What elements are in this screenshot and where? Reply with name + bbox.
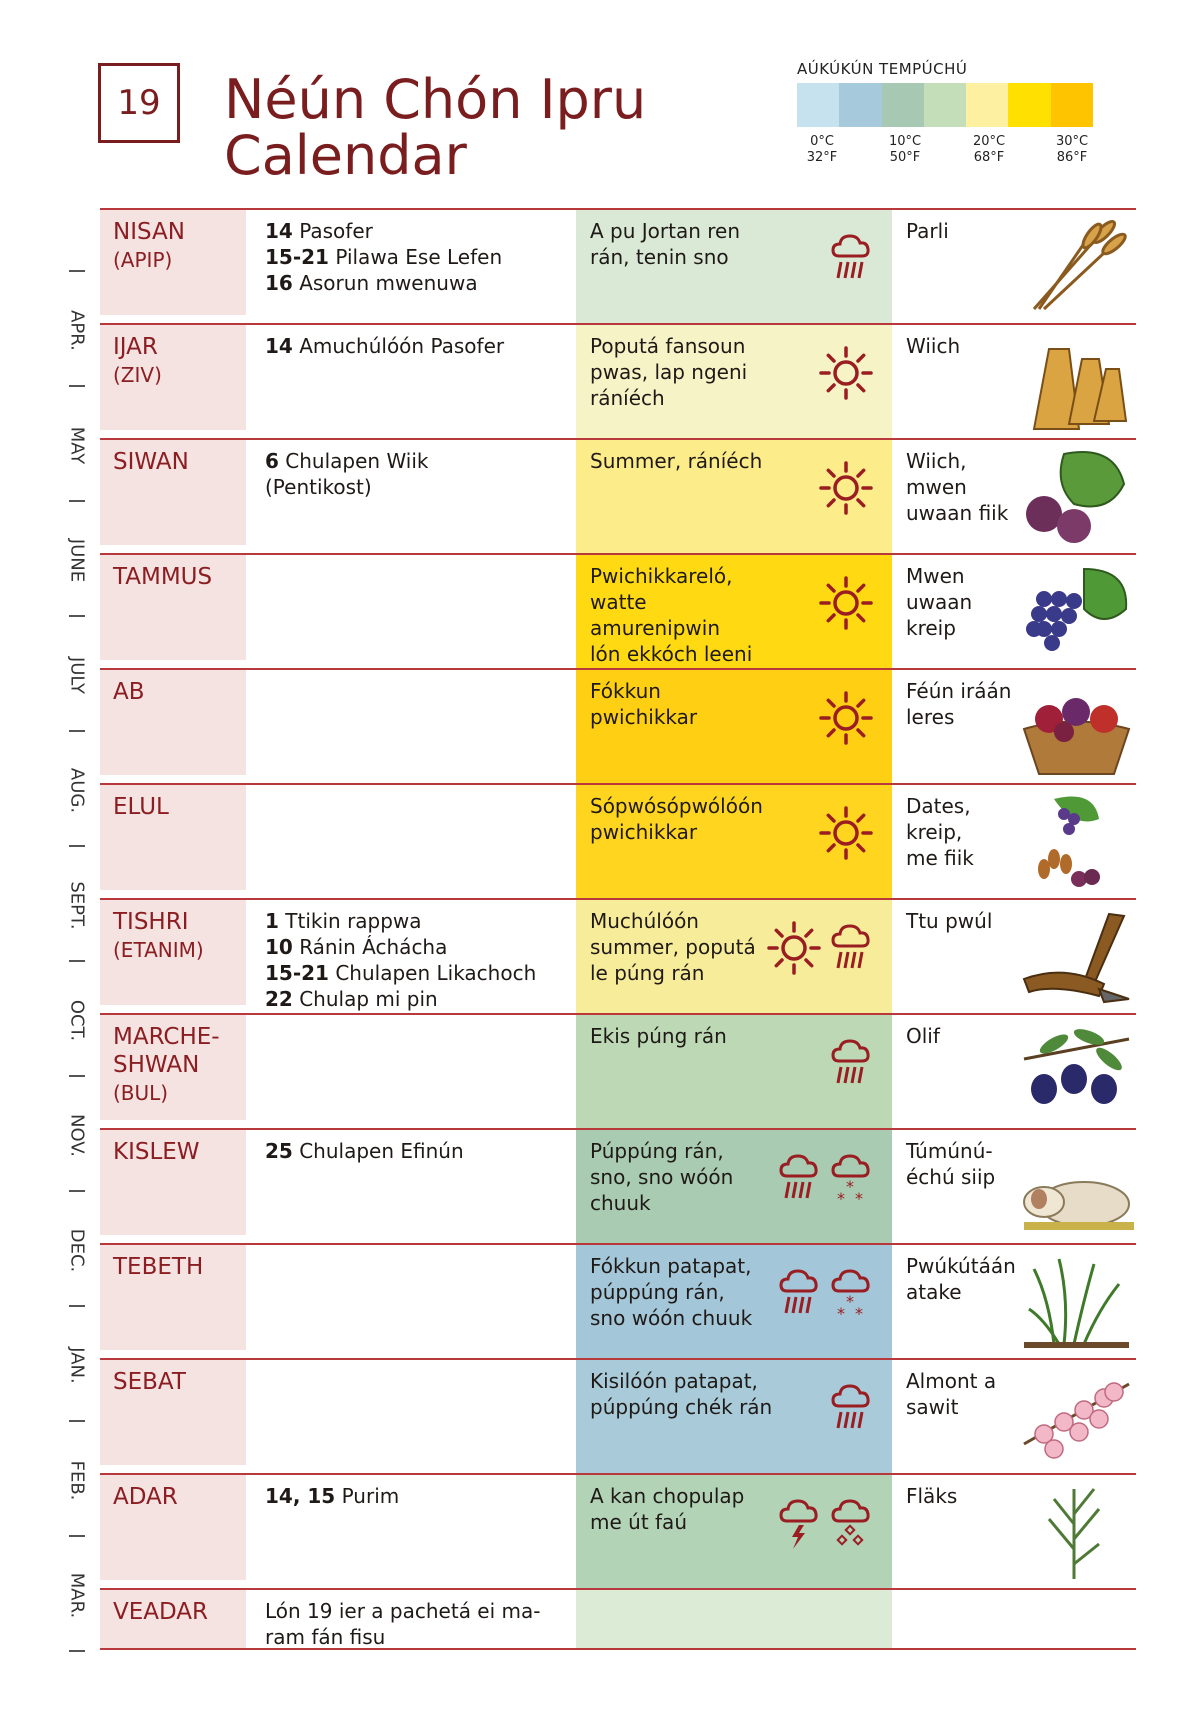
festival-date: 14, 15: [265, 1484, 336, 1508]
weather-cell: [576, 1590, 892, 1648]
weather-line: Poputá fansoun: [590, 334, 746, 358]
crop-description: [906, 563, 1026, 641]
weather-icons: [828, 230, 874, 290]
side-separator: [69, 845, 85, 847]
side-separator: [69, 1535, 85, 1537]
crop-description: [906, 1483, 1026, 1509]
crop-line: Parli: [906, 219, 949, 243]
festival-list: [265, 1483, 565, 1509]
weather-icons: [828, 1380, 874, 1440]
side-separator: [69, 1190, 85, 1192]
crop-line: Dates,: [906, 794, 971, 818]
side-separator: [69, 1305, 85, 1307]
hebrew-month-name: AB: [113, 679, 145, 705]
crop-description: [906, 908, 1026, 934]
crop-line: kreip,: [906, 820, 963, 844]
tick-fahrenheit: 86°F: [1056, 150, 1088, 165]
grass-illustration: [1014, 1249, 1134, 1353]
crop-description: [906, 1023, 1026, 1049]
month-cell: [100, 325, 246, 430]
hebrew-month-name: TEBETH: [113, 1254, 204, 1280]
hebrew-month-name: TAMMUS: [113, 564, 213, 590]
weather-icons: [776, 1495, 874, 1555]
weather-icons: [776, 1265, 874, 1325]
weather-icons: [776, 1150, 874, 1210]
weather-line: summer, poputá: [590, 935, 756, 959]
weather-line: chuuk: [590, 1191, 651, 1215]
weather-description: [590, 1138, 780, 1216]
plow-illustration: [1014, 904, 1134, 1008]
month-alt-name: (ETANIM): [113, 938, 204, 962]
weather-line: rán, tenin sno: [590, 245, 729, 269]
rain-cloud-icon: [828, 1035, 874, 1095]
weather-line: sno, sno wóón: [590, 1165, 734, 1189]
month-row-siwan: [100, 438, 1136, 553]
rain-cloud-icon: [828, 920, 874, 980]
hebrew-month-name: TISHRI: [113, 909, 189, 935]
weather-cell: [576, 440, 892, 553]
legend-tick: [792, 134, 852, 166]
crop-line: Almont a: [906, 1369, 997, 1393]
festival-entry: [265, 333, 565, 359]
weather-line: ráníéch: [590, 386, 665, 410]
weather-cell: [576, 1245, 892, 1358]
festival-date: 10: [265, 935, 293, 959]
weather-description: [590, 908, 780, 986]
month-cell: [100, 670, 246, 775]
festival-name: Ránin Áchácha: [292, 935, 448, 959]
weather-cell: [576, 1015, 892, 1128]
month-row-tammus: [100, 553, 1136, 668]
month-row-veadar: [100, 1588, 1136, 1650]
month-alt-name: (BUL): [113, 1081, 169, 1105]
weather-line: Ekis púng rán: [590, 1024, 727, 1048]
month-row-sebat: [100, 1358, 1136, 1473]
festival-name: Lón 19 ier a pachetá ei ma-: [265, 1599, 541, 1623]
sun-icon: [818, 345, 874, 405]
crop-line: échú siip: [906, 1165, 996, 1189]
crop-description: [906, 448, 1026, 526]
hebrew-month-name-continued: SHWAN: [113, 1052, 200, 1078]
crop-description: [906, 793, 1026, 871]
side-separator: [69, 615, 85, 617]
sun-icon: [818, 690, 874, 750]
crop-line: atake: [906, 1280, 962, 1304]
legend-tick: [959, 134, 1019, 166]
crop-line: Wiich: [906, 334, 961, 358]
side-month-label: FEB.: [66, 1460, 88, 1501]
crop-description: [906, 333, 1026, 359]
month-row-ab: [100, 668, 1136, 783]
festival-entry: [265, 270, 565, 296]
temperature-legend-title: AÚKÚKÚN TEMPÚCHÚ: [797, 60, 968, 78]
crop-description: [906, 218, 1026, 244]
festival-name: Purim: [335, 1484, 400, 1508]
crop-line: Túmúnú-: [906, 1139, 993, 1163]
festival-date: 14: [265, 334, 293, 358]
month-row-elul: [100, 783, 1136, 898]
weather-cell: [576, 325, 892, 438]
sun-icon: [766, 920, 822, 980]
page-title: [224, 68, 647, 187]
rain-cloud-icon: [776, 1265, 822, 1325]
weather-line: sno wóón chuuk: [590, 1306, 753, 1330]
weather-line: me út faú: [590, 1510, 687, 1534]
side-month-label: JUNE: [66, 538, 88, 583]
svg-text:*: *: [846, 1292, 854, 1311]
side-month-label: MAY: [66, 426, 88, 465]
side-month-label: JULY: [66, 656, 88, 695]
festival-list: [265, 1598, 565, 1650]
festival-entry: [265, 1138, 565, 1164]
month-row-tebeth: [100, 1243, 1136, 1358]
weather-line: Summer, ráníéch: [590, 449, 763, 473]
weather-description: [590, 448, 780, 474]
festival-date: 15-21: [265, 245, 329, 269]
crop-line: kreip: [906, 616, 956, 640]
weather-line: le púng rán: [590, 961, 705, 985]
gregorian-month-sidebar: [62, 240, 92, 1660]
festival-name: Chulapen Likachoch: [328, 961, 537, 985]
festival-list: [265, 448, 565, 500]
weather-cell: [576, 1130, 892, 1243]
crop-line: Wiich, mwen: [906, 449, 967, 499]
festival-name: Chulapen Wiik: [278, 449, 429, 473]
weather-description: [590, 1368, 780, 1420]
calendar-table: [100, 208, 1136, 1650]
festival-name: (Pentikost): [265, 475, 372, 499]
legend-tick: [1042, 134, 1102, 166]
festival-date: 15-21: [265, 961, 329, 985]
weather-description: [590, 218, 780, 270]
weather-cell: [576, 670, 892, 783]
festival-date: 16: [265, 271, 293, 295]
title-line-1: Néún Chón Ipru: [224, 68, 647, 131]
fig-illustration: [1014, 444, 1134, 548]
festival-name: Pilawa Ese Lefen: [328, 245, 503, 269]
weather-description: [590, 333, 780, 411]
month-row-nisan: [100, 208, 1136, 323]
festival-entry: [265, 1598, 565, 1624]
legend-tick: [875, 134, 935, 166]
weather-description: [590, 563, 780, 667]
legend-swatch-1: [839, 83, 881, 127]
side-separator: [69, 385, 85, 387]
legend-swatch-0: [797, 83, 839, 127]
tick-fahrenheit: 50°F: [889, 150, 921, 165]
festival-list: [265, 1138, 565, 1164]
crop-line: uwaan fiik: [906, 501, 1009, 525]
weather-description: [590, 678, 780, 730]
tick-celsius: 20°C: [972, 134, 1006, 149]
crop-description: [906, 1368, 1026, 1420]
weather-line: A kan chopulap: [590, 1484, 745, 1508]
crop-line: Mwen uwaan: [906, 564, 973, 614]
almond-illustration: [1014, 1364, 1134, 1468]
festival-entry: [265, 908, 565, 934]
weather-cell: [576, 210, 892, 323]
side-month-label: NOV.: [66, 1113, 88, 1158]
crop-description: [906, 678, 1026, 730]
weather-line: Muchúlóón: [590, 909, 699, 933]
festival-name: Pasofer: [292, 219, 373, 243]
hail-cloud-icon: [828, 1495, 874, 1555]
weather-cell: [576, 900, 892, 1013]
festival-date: 6: [265, 449, 279, 473]
side-separator: [69, 1075, 85, 1077]
crop-line: Pwúkútáán: [906, 1254, 1016, 1278]
side-month-label: MAR.: [66, 1572, 88, 1619]
month-cell: [100, 1245, 246, 1350]
crop-line: Ttu pwúl: [906, 909, 993, 933]
month-row-adar: [100, 1473, 1136, 1588]
month-cell: [100, 1590, 246, 1648]
tick-celsius: 10°C: [888, 134, 922, 149]
festival-date: 22: [265, 987, 293, 1011]
festival-entry: [265, 1483, 565, 1509]
sheaves-illustration: [1014, 329, 1134, 433]
hebrew-month-name: ELUL: [113, 794, 169, 820]
tick-celsius: 30°C: [1055, 134, 1089, 149]
weather-line: Kisilóón patapat,: [590, 1369, 758, 1393]
side-month-label: OCT.: [66, 999, 88, 1042]
weather-icons: [818, 345, 874, 405]
svg-text:*: *: [837, 1304, 845, 1321]
festival-entry: [265, 218, 565, 244]
month-alt-name: (APIP): [113, 248, 173, 272]
weather-icons: [818, 690, 874, 750]
sun-icon: [818, 805, 874, 865]
hebrew-month-name: VEADAR: [113, 1599, 209, 1625]
festival-entry: [265, 244, 565, 270]
festival-name: Chulap mi pin: [292, 987, 438, 1011]
side-month-label: APR.: [66, 310, 88, 351]
festival-list: [265, 333, 565, 359]
weather-description: [590, 1023, 780, 1049]
hebrew-month-name: NISAN: [113, 219, 185, 245]
tick-fahrenheit: 68°F: [973, 150, 1005, 165]
temperature-color-scale: [797, 83, 1093, 127]
crop-line: sawit: [906, 1395, 959, 1419]
weather-icons: [828, 1035, 874, 1095]
festival-list: [265, 218, 565, 296]
festival-entry: [265, 474, 565, 500]
side-separator: [69, 960, 85, 962]
svg-text:*: *: [855, 1189, 863, 1206]
flax-illustration: [1014, 1479, 1134, 1583]
weather-line: Fókkun patapat,: [590, 1254, 752, 1278]
crop-line: Féún iráán: [906, 679, 1012, 703]
hebrew-month-name: ADAR: [113, 1484, 178, 1510]
svg-text:*: *: [855, 1304, 863, 1321]
weather-line: watte amurenipwin: [590, 590, 721, 640]
month-row-ijar: [100, 323, 1136, 438]
barley-illustration: [1014, 214, 1134, 318]
festival-name: Chulapen Efinún: [292, 1139, 464, 1163]
weather-cell: [576, 785, 892, 898]
festival-entry: [265, 448, 565, 474]
hebrew-month-name: MARCHE-: [113, 1024, 220, 1050]
svg-text:*: *: [837, 1189, 845, 1206]
weather-icons: [818, 460, 874, 520]
month-cell: [100, 785, 246, 890]
festival-list: [265, 908, 565, 1012]
festival-date: 1: [265, 909, 279, 933]
month-cell: [100, 555, 246, 660]
weather-line: A pu Jortan ren: [590, 219, 741, 243]
weather-icons: [818, 575, 874, 635]
weather-line: púppúng rán,: [590, 1280, 725, 1304]
weather-line: púppúng chék rán: [590, 1395, 773, 1419]
legend-swatch-3: [924, 83, 966, 127]
festival-name: Ttikin rappwa: [278, 909, 422, 933]
hebrew-month-name: SIWAN: [113, 449, 189, 475]
weather-line: pwichikkar: [590, 820, 698, 844]
weather-line: Púppúng rán,: [590, 1139, 724, 1163]
sun-icon: [818, 460, 874, 520]
side-separator: [69, 1420, 85, 1422]
side-separator: [69, 270, 85, 272]
weather-line: pwichikkar: [590, 705, 698, 729]
rain-cloud-icon: [828, 1380, 874, 1440]
rain-cloud-icon: [776, 1150, 822, 1210]
month-cell: [100, 210, 246, 315]
weather-description: [590, 793, 780, 845]
crop-description: [906, 1253, 1026, 1305]
snow-cloud-icon: [828, 1265, 874, 1325]
weather-line: pwas, lap ngeni: [590, 360, 748, 384]
crop-description: [906, 1138, 1026, 1190]
crop-line: Olif: [906, 1024, 940, 1048]
month-alt-name: (ZIV): [113, 363, 162, 387]
hebrew-month-name: IJAR: [113, 334, 158, 360]
festival-entry: [265, 960, 565, 986]
crop-line: me fiik: [906, 846, 974, 870]
hebrew-month-name: SEBAT: [113, 1369, 186, 1395]
weather-cell: [576, 1360, 892, 1473]
legend-swatch-5: [1008, 83, 1050, 127]
festival-date: 14: [265, 219, 293, 243]
title-line-2: Calendar: [224, 124, 467, 187]
month-cell: [100, 1475, 246, 1580]
snow-cloud-icon: [828, 1150, 874, 1210]
festival-name: ram fán fisu: [265, 1625, 386, 1649]
festival-entry: [265, 934, 565, 960]
legend-swatch-4: [966, 83, 1008, 127]
month-row-marche: [100, 1013, 1136, 1128]
page-number: 19: [98, 63, 180, 143]
svg-text:*: *: [846, 1177, 854, 1196]
legend-swatch-2: [882, 83, 924, 127]
side-month-label: DEC.: [66, 1228, 88, 1273]
weather-line: Sópwósópwólóón: [590, 794, 763, 818]
month-cell: [100, 440, 246, 545]
weather-cell: [576, 555, 892, 668]
side-month-label: SEPT.: [66, 881, 88, 930]
olive-illustration: [1014, 1019, 1134, 1123]
side-month-label: AUG.: [66, 767, 88, 814]
legend-swatch-6: [1051, 83, 1093, 127]
festival-name: Asorun mwenuwa: [292, 271, 478, 295]
basket-illustration: [1014, 674, 1134, 778]
weather-description: [590, 1483, 780, 1535]
side-separator: [69, 730, 85, 732]
side-separator: [69, 500, 85, 502]
temperature-legend-ticks: [797, 134, 1137, 174]
rain-cloud-icon: [828, 230, 874, 290]
tick-celsius: 0°C: [810, 134, 834, 149]
month-row-tishri: [100, 898, 1136, 1013]
festival-date: 25: [265, 1139, 293, 1163]
weather-icons: [766, 920, 874, 980]
tick-fahrenheit: 32°F: [806, 150, 838, 165]
month-cell: [100, 1130, 246, 1235]
month-cell: [100, 1360, 246, 1465]
weather-line: lón ekkóch leeni: [590, 642, 753, 666]
festival-entry: [265, 1624, 565, 1650]
crop-line: Fläks: [906, 1484, 958, 1508]
grapes-illustration: [1014, 559, 1134, 663]
month-row-kislew: [100, 1128, 1136, 1243]
sheep-illustration: [1014, 1134, 1134, 1238]
weather-line: Pwichikkareló,: [590, 564, 733, 588]
month-cell: [100, 1015, 246, 1120]
festival-name: Amuchúlóón Pasofer: [292, 334, 505, 358]
dates-illustration: [1014, 789, 1134, 893]
weather-line: Fókkun: [590, 679, 661, 703]
sun-icon: [818, 575, 874, 635]
weather-icons: [818, 805, 874, 865]
month-cell: [100, 900, 246, 1005]
side-separator: [69, 1650, 85, 1652]
side-month-label: JAN.: [66, 1347, 88, 1384]
crop-line: leres: [906, 705, 955, 729]
weather-cell: [576, 1475, 892, 1588]
hebrew-month-name: KISLEW: [113, 1139, 200, 1165]
weather-description: [590, 1253, 780, 1331]
storm-cloud-icon: [776, 1495, 822, 1555]
festival-entry: [265, 986, 565, 1012]
